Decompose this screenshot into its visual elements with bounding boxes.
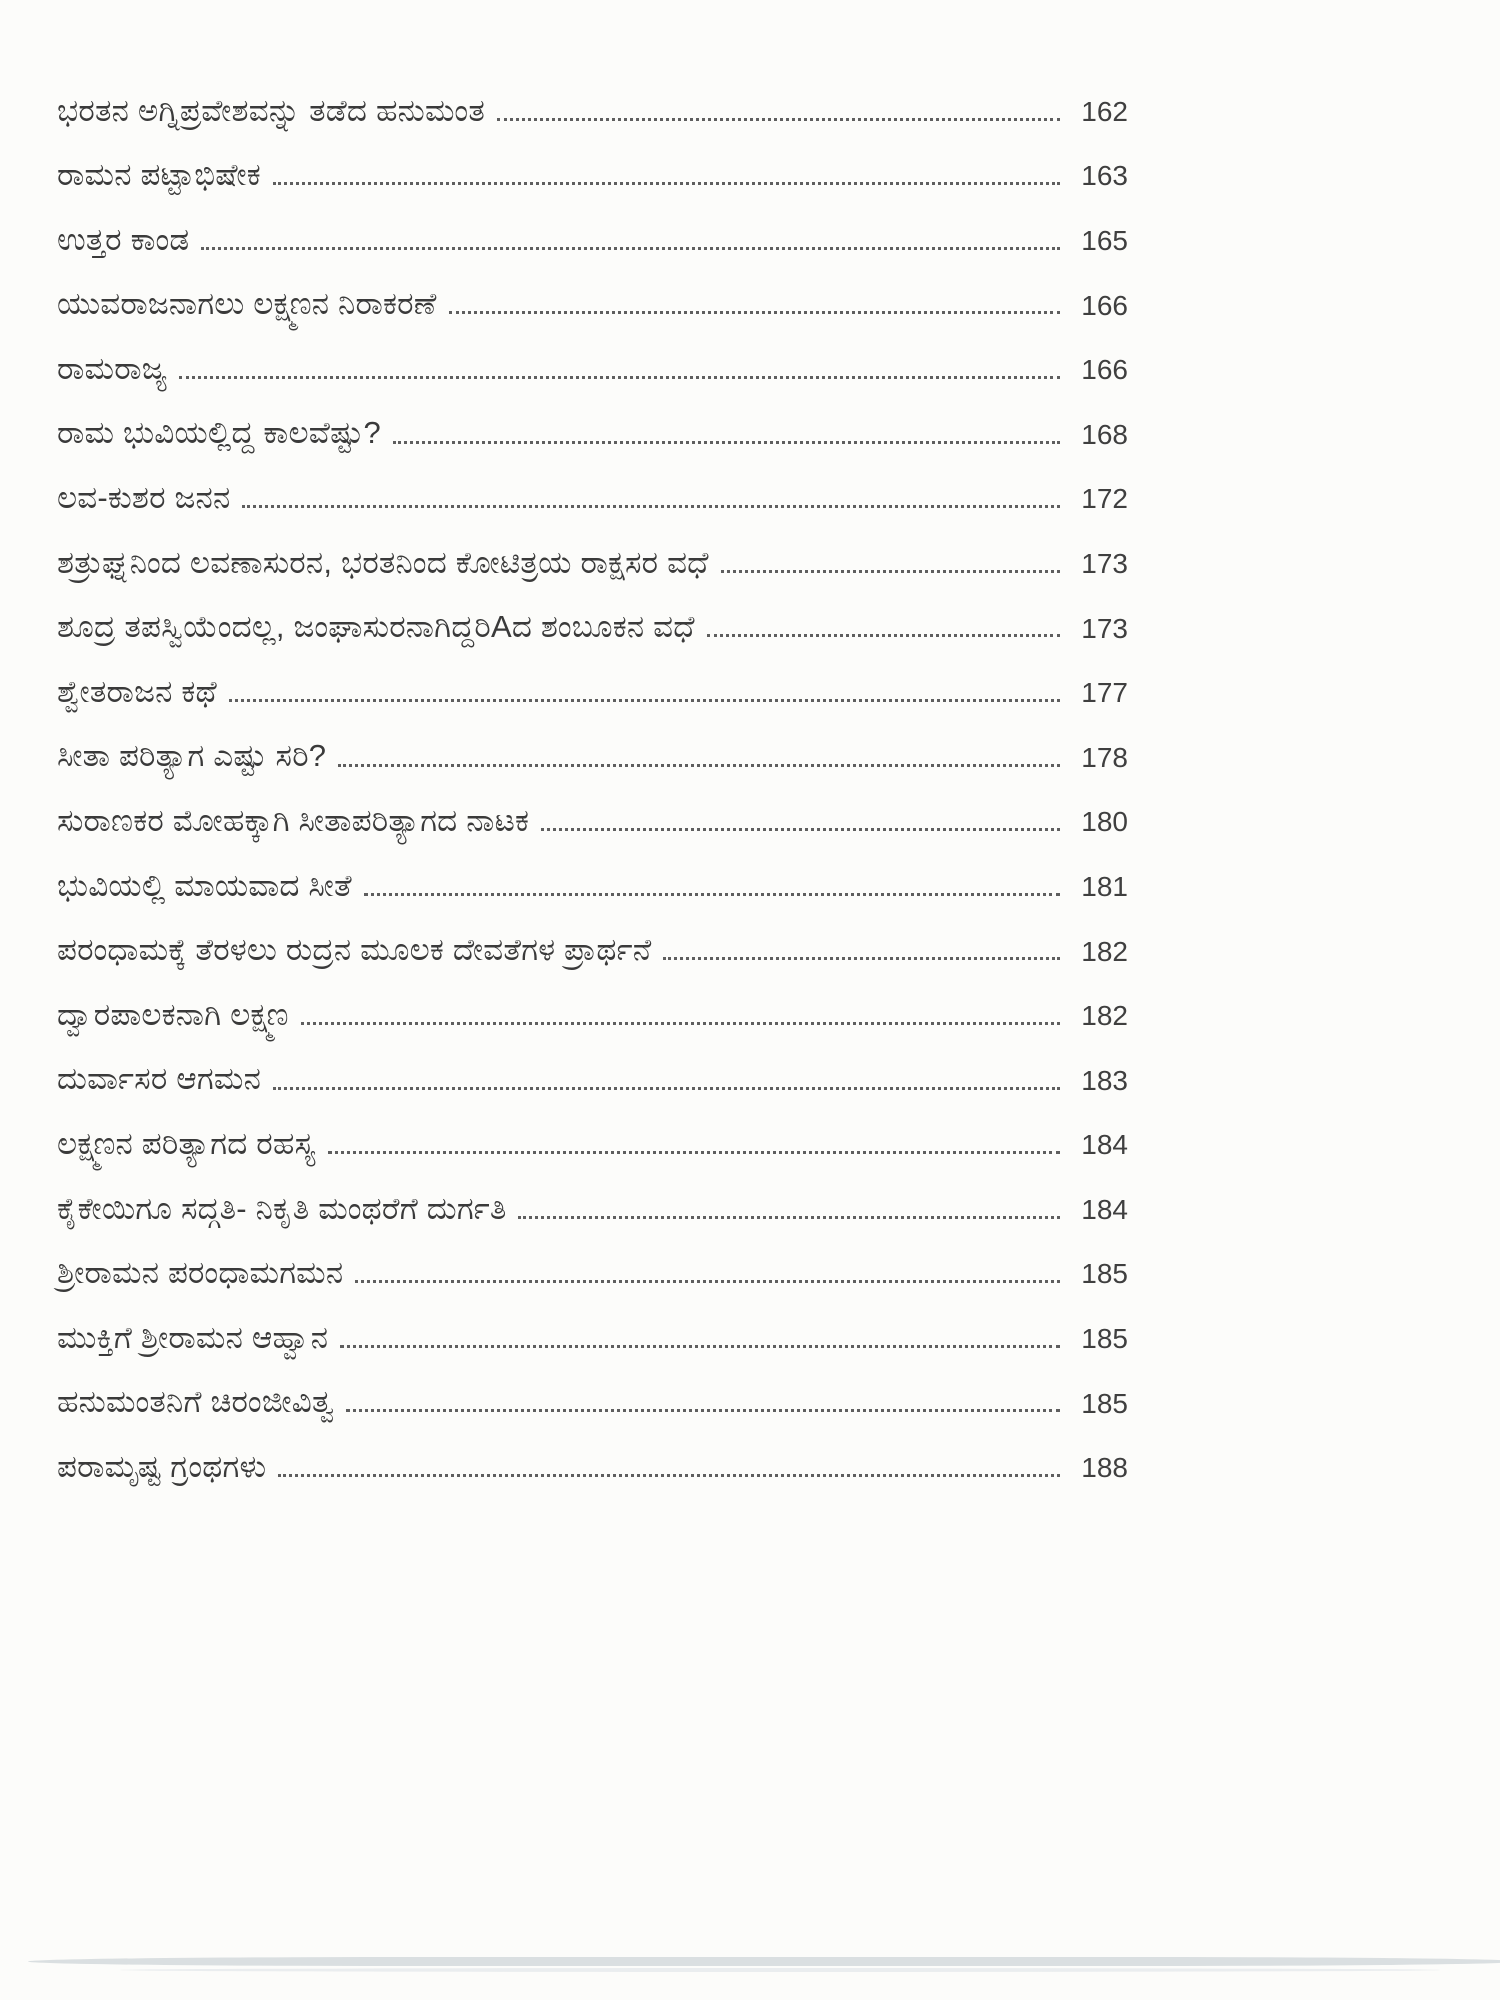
toc-entry-page: 173: [1081, 612, 1128, 644]
toc-entry: [57, 393, 1128, 458]
dotted-leader: [497, 118, 1060, 121]
toc-entry-page: 182: [1081, 1000, 1128, 1032]
toc-entry-page: 184: [1081, 1129, 1128, 1161]
toc-entry-title: ಸುರಾಣಕರ ಮೋಹಕ್ಕಾಗಿ ಸೀತಾಪರಿತ್ಯಾಗದ ನಾಟಕ: [57, 803, 530, 839]
toc-entry-title: ಭರತನ ಅಗ್ನಿಪ್ರವೇಶವನ್ನು ತಡೆದ ಹನುಮಂತ: [57, 92, 485, 128]
dotted-leader: [242, 505, 1060, 508]
dotted-leader: [273, 182, 1060, 185]
dotted-leader: [328, 1151, 1060, 1154]
toc-entry-title: ಶೂದ್ರ ತಪಸ್ವಿಯೆಂದಲ್ಲ, ಜಂಘಾಸುರನಾಗಿದ್ದರಿAದ ಶಂಬೂಕನ ವಧೆ: [57, 609, 695, 645]
dotted-leader: [449, 311, 1060, 314]
toc-entry-title: ದುರ್ವಾಸರ ಆಗಮನ: [57, 1061, 262, 1097]
toc-entry-title: ಲಕ್ಷ್ಮಣನ ಪರಿತ್ಯಾಗದ ರಹಸ್ಯ: [57, 1126, 316, 1161]
toc-entry-title: ಹನುಮಂತನಿಗೆ ಚಿರಂಜೀವಿತ್ವ: [57, 1384, 335, 1420]
toc-entry-page: 177: [1081, 677, 1128, 709]
toc-entry: [57, 781, 1128, 846]
toc-entry-page: 166: [1081, 289, 1128, 321]
toc-entry-page: 188: [1081, 1452, 1128, 1484]
toc-entry-page: 180: [1081, 806, 1128, 838]
toc-entry-page: 183: [1081, 1064, 1128, 1096]
dotted-leader: [364, 893, 1060, 896]
toc-entry-page: 165: [1081, 224, 1128, 256]
toc-entry: [57, 974, 1128, 1039]
dotted-leader: [393, 441, 1060, 444]
toc-entry-page: 185: [1081, 1258, 1128, 1290]
dotted-leader: [179, 376, 1060, 379]
toc-entry-title: ಯುವರಾಜನಾಗಲು ಲಕ್ಷ್ಮಣನ ನಿರಾಕರಣೆ: [57, 286, 437, 322]
dotted-leader: [355, 1280, 1060, 1283]
toc-entry-page: 163: [1081, 160, 1128, 192]
toc-entry-title: ಲವ-ಕುಶರ ಜನನ: [57, 480, 231, 516]
toc-entry: [57, 458, 1128, 523]
toc-entry-title: ದ್ವಾರಪಾಲಕನಾಗಿ ಲಕ್ಷ್ಮಣ: [57, 996, 289, 1032]
toc-entry: [57, 845, 1128, 910]
toc-entry: [57, 70, 1128, 135]
toc-entry: [57, 522, 1128, 587]
toc-entry-title: ಉತ್ತರ ಕಾಂಡ: [57, 221, 190, 257]
page-bottom-scan-edge: [28, 1957, 1500, 1966]
toc-entry-title: ಸೀತಾ ಪರಿತ್ಯಾಗ ಎಷ್ಟು ಸರಿ?: [57, 738, 327, 774]
toc-entry: [57, 328, 1128, 393]
toc-entry: [57, 651, 1128, 716]
toc-entry-title: ಶತ್ರುಘ್ನನಿಂದ ಲವಣಾಸುರನ, ಭರತನಿಂದ ಕೋಟಿತ್ರಯ ರಾಕ್ಷಸರ ವಧೆ: [57, 544, 709, 580]
dotted-leader: [201, 247, 1060, 250]
page-bottom-scan-edge-highlight: [120, 1968, 1440, 1972]
toc-entry-page: 184: [1081, 1193, 1128, 1225]
dotted-leader: [346, 1409, 1060, 1412]
toc-entry-title: ಮುಕ್ತಿಗೆ ಶ್ರೀರಾಮನ ಆಹ್ವಾನ: [57, 1319, 329, 1355]
toc-entry-title: ರಾಮರಾಜ್ಯ: [57, 350, 168, 386]
toc-list: [57, 70, 1128, 1491]
dotted-leader: [340, 1345, 1060, 1348]
toc-entry-title: ಪರಂಧಾಮಕ್ಕೆ ತೆರಳಲು ರುದ್ರನ ಮೂಲಕ ದೇವತೆಗಳ ಪ್ರಾರ್ಥನೆ: [57, 932, 652, 968]
toc-entry-page: 181: [1081, 870, 1128, 902]
toc-entry: [57, 587, 1128, 652]
dotted-leader: [707, 634, 1060, 637]
dotted-leader: [278, 1474, 1060, 1477]
toc-entry: [57, 1104, 1128, 1169]
toc-entry-title: ರಾಮ ಭುವಿಯಲ್ಲಿದ್ದ ಕಾಲವೆಷ್ಟು?: [57, 415, 381, 451]
toc-entry: [57, 1039, 1128, 1104]
toc-entry-page: 162: [1081, 95, 1128, 127]
toc-entry-page: 173: [1081, 547, 1128, 579]
toc-entry: [57, 1233, 1128, 1298]
dotted-leader: [273, 1087, 1060, 1090]
toc-entry: [57, 1426, 1128, 1491]
toc-entry: [57, 1362, 1128, 1427]
toc-entry: [57, 1168, 1128, 1233]
toc-entry-page: 168: [1081, 418, 1128, 450]
toc-entry-title: ಭುವಿಯಲ್ಲಿ ಮಾಯವಾದ ಸೀತೆ: [57, 867, 352, 903]
dotted-leader: [663, 957, 1060, 960]
toc-entry-page: 185: [1081, 1323, 1128, 1355]
dotted-leader: [338, 764, 1060, 767]
dotted-leader: [721, 570, 1060, 573]
toc-entry: [57, 199, 1128, 264]
toc-entry: [57, 716, 1128, 781]
toc-entry-page: 166: [1081, 354, 1128, 386]
toc-entry-title: ರಾಮನ ಪಟ್ಟಾಭಿಷೇಕ: [57, 157, 261, 193]
toc-entry-title: ಕೈಕೇಯಿಗೂ ಸದ್ಗತಿ- ನಿಕೃತಿ ಮಂಥರೆಗೆ ದುರ್ಗತಿ: [57, 1190, 507, 1226]
toc-entry-page: 178: [1081, 741, 1128, 773]
dotted-leader: [301, 1022, 1060, 1025]
dotted-leader: [541, 828, 1060, 831]
toc-entry-page: 182: [1081, 935, 1128, 967]
toc-entry: [57, 910, 1128, 975]
dotted-leader: [518, 1216, 1060, 1219]
toc-entry-page: 185: [1081, 1387, 1128, 1419]
toc-entry-page: 172: [1081, 483, 1128, 515]
toc-entry-title: ಶ್ವೇತರಾಜನ ಕಥೆ: [57, 673, 217, 709]
dotted-leader: [229, 699, 1060, 702]
toc-entry-title: ಶ್ರೀರಾಮನ ಪರಂಧಾಮಗಮನ: [57, 1255, 344, 1291]
toc-entry: [57, 264, 1128, 329]
toc-entry-title: ಪರಾಮೃಷ್ಟ ಗ್ರಂಥಗಳು: [57, 1448, 267, 1484]
toc-entry: [57, 135, 1128, 200]
toc-entry: [57, 1297, 1128, 1362]
